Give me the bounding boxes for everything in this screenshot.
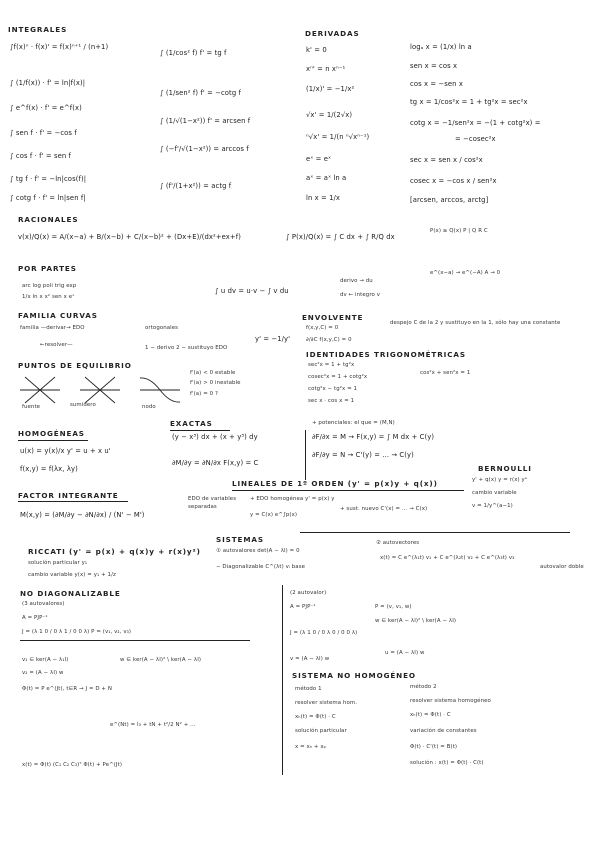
nodiag-l7: e^(Nt) = I₃ + tN + t²/2 N² + ... (110, 722, 196, 728)
sistemas-l2: ② autovectores (376, 540, 420, 546)
por-partes-exp-note: e^(x−a) → e^(−A) A → 0 (430, 270, 501, 276)
identidad-5: sec x · cos x = 1 (308, 398, 355, 404)
derivada-13: cotg x = −1/sen²x = −(1 + cotg²x) = (410, 119, 541, 127)
derivada-3: (1/x)' = −1/x² (306, 85, 355, 93)
envolvente-line1: f(x,y,C) = 0 (306, 325, 339, 331)
identidad-1: sec²x = 1 + tg²x (308, 362, 355, 368)
nohom-m2a: resolver sistema homogéneo (410, 698, 491, 704)
nohom-m1b: xₕ(t) = Φ(t) · C (295, 714, 336, 720)
sistemas-l1: ① autovalores det(A − λI) = 0 (216, 548, 300, 554)
familia-line1: familia —derivar→ EDO (20, 325, 85, 331)
riccati-l1: solución particular y₁ (28, 560, 88, 566)
integral-3: ∫ e^f(x) · f' = e^f(x) (10, 104, 82, 112)
racionales-division: P(x) ≥ Q(x) P | Q R C (430, 228, 488, 234)
factor-l2: EDO de variables separadas (188, 496, 237, 510)
factor-l1: M(x,y) = (∂M/∂y − ∂N/∂x) / (N' − M') (20, 511, 145, 519)
exactas-r2: ∂F/∂y = N → C'(y) = ... → C(y) (312, 451, 414, 459)
derivada-8: ln x = 1/x (306, 194, 341, 202)
bernoulli-l2: cambio variable (472, 490, 517, 496)
derivada-5: ⁿ√x' = 1/(n ⁿ√xⁿ⁻¹) (306, 133, 370, 141)
integral-2: ∫ (1/f(x)) · f' = ln|f(x)| (10, 79, 86, 87)
equilibrio-label-fuente: fuente (22, 404, 41, 410)
equilibrio-cond-2: f'(a) > 0 inestable (190, 380, 241, 386)
heading-identidades: IDENTIDADES TRIGONOMÉTRICAS (306, 350, 466, 359)
heading-integrales: INTEGRALES (8, 25, 68, 34)
nodiag-l1: A = PJP⁻¹ (22, 615, 48, 621)
integral-1: ∫f(x)ⁿ · f(x)' = f(x)ⁿ⁺¹ / (n+1) (10, 43, 109, 51)
por-partes-order-top: arc log poli trig exp (22, 283, 77, 289)
nohom-m2c: variación de constantes (410, 728, 477, 734)
exactas-divider (305, 430, 306, 480)
exactas-r3: + potenciales: el que = (M,N) (312, 420, 395, 426)
derivada-1: k' = 0 (306, 46, 327, 54)
identidad-2: cosec²x = 1 + cotg²x (308, 374, 368, 380)
nohom-m2b: xₕ(t) = Φ(t) · C (410, 712, 451, 718)
integral-4: ∫ sen f · f' = −cos f (10, 129, 77, 137)
nohom-m2d: Φ(t) · C'(t) = B(t) (410, 744, 458, 750)
integral-5: ∫ cos f · f' = sen f (10, 152, 72, 160)
por-partes-integra: dv ← integro v (340, 292, 381, 298)
exactas-r1: ∂F/∂x = M → F(x,y) = ∫ M dx + C(y) (312, 433, 435, 441)
sistemas-l5: autovalor doble (540, 564, 584, 570)
doble-l1: A = PJP⁻¹ (290, 604, 316, 610)
heading-racionales: RACIONALES (18, 215, 79, 224)
doble-l3: w ∈ ker(A − λI)² \ ker(A − λI) (375, 618, 457, 624)
derivada-15: sec x = sen x / cos²x (410, 156, 483, 164)
lineales-l2: y = C(x) e^∫p(x) (250, 512, 298, 518)
derivada-10: sen x = cos x (410, 62, 458, 70)
doble-l5: u = (A − λI) w (385, 650, 425, 656)
heading-por-partes: POR PARTES (18, 264, 77, 273)
lineales-l1: + EDO homogénea y' = p(x) y (250, 496, 335, 502)
heading-lineales: LINEALES DE 1º ORDEN (y' = p(x)y + q(x)) (232, 479, 438, 488)
familia-nota: 1 − derivo 2 − sustituyo EDO (145, 345, 228, 351)
racionales-formula: v(x)/Q(x) = A/(x−a) + B/(x−b) + C/(x−b)² + (Dx+E)/(dx²+ex+f) (18, 233, 241, 241)
equilibrio-cond-3: f'(a) = 0 ? (190, 391, 218, 397)
homogeneas-l2: f(x,y) = f(λx, λy) (20, 465, 78, 473)
nodiag-l2: J = (λ 1 0 / 0 λ 1 / 0 0 λ) P = (v₁, v₂, v₃) (22, 629, 132, 635)
doble-sub: (2 autovalor) (290, 590, 327, 596)
nohom-m1c: solución particular (295, 728, 347, 734)
por-partes-formula: ∫ u dv = u·v − ∫ v du (215, 287, 289, 295)
heading-riccati: RICCATI (y' = p(x) + q(x)y + r(x)y²) (28, 547, 201, 556)
derivada-4: √x' = 1/(2√x) (306, 111, 353, 119)
equilibrio-cond-1: f'(a) < 0 estable (190, 370, 236, 376)
heading-homogeneas: HOMOGÉNEAS (18, 429, 85, 438)
heading-envolvente: ENVOLVENTE (302, 313, 364, 322)
riccati-l2: cambio variable y(x) = y₁ + 1/z (28, 572, 116, 578)
nodiag-l3: v₁ ∈ ker(A − λ₁I) (22, 657, 69, 663)
nohom-m1a: resolver sistema hom. (295, 700, 358, 706)
equilibrio-sketches (15, 372, 185, 408)
derivada-2: xⁿ' = n xⁿ⁻¹ (306, 65, 346, 73)
nodiag-l5: v₂ = (A − λI) w (22, 670, 64, 676)
racionales-integral: ∫ P(x)/Q(x) = ∫ C dx + ∫ R/Q dx (286, 233, 395, 241)
heading-bernoulli: BERNOULLI (478, 464, 532, 473)
sistemas-l4: x(t) = C e^(λ₁t) v₁ + C e^(λ₂t) v₂ + C e^(λ₃t) v₃ (380, 555, 515, 561)
nohom-m1: método 1 (295, 686, 322, 692)
doble-l4: J = (λ 1 0 / 0 λ 0 / 0 0 λ) (290, 630, 358, 636)
integral-6: ∫ tg f · f' = −ln|cos(f)| (10, 175, 87, 183)
homogeneas-l1: u(x) = y(x)/x y' = u + x u' (20, 447, 111, 455)
homogeneas-underline (18, 440, 88, 441)
heading-derivadas: DERIVADAS (305, 29, 360, 38)
integral-8: ∫ (1/cos² f) f' = tg f (160, 49, 227, 57)
equilibrio-label-nodo: nodo (142, 404, 156, 410)
derivada-6: eˣ = eˣ (306, 155, 332, 163)
por-partes-order-bottom: 1/x ln x x² sen x eˣ (22, 294, 75, 300)
derivada-14: = −cosec²x (455, 135, 496, 143)
integral-9: ∫ (1/sen² f) f' = −cotg f (160, 89, 241, 97)
familia-line2: ←resolver— (40, 342, 73, 348)
exactas-l1: (y − x³) dx + (x + y³) dy (172, 433, 258, 441)
familia-ortogonales2: y' = −1/y' (255, 335, 291, 343)
integral-11: ∫ (−f'/√(1−x²)) = arccos f (160, 145, 249, 153)
integral-12: ∫ (f'/(1+x²)) = actg f (160, 182, 232, 190)
bernoulli-l3: v = 1/y^(a−1) (472, 503, 513, 509)
equilibrio-label-sumidero: sumidero (70, 402, 96, 408)
nodiag-l8: x(t) = Φ(t) (C₁ C₂ C₃)ᵀ Φ(t) + Pe^(Jt) (22, 762, 123, 768)
heading-no-homogeneo: SISTEMA NO HOMOGÉNEO (292, 671, 416, 680)
familia-ortogonales: ortogonales (145, 325, 179, 331)
derivada-11: cos x = −sen x (410, 80, 463, 88)
factor-underline (18, 501, 128, 502)
identidad-3: cotg²x − tg²x = 1 (308, 386, 358, 392)
derivada-7: aˣ = aˣ ln a (306, 174, 347, 182)
derivada-16: cosec x = −cos x / sen²x (410, 177, 497, 185)
nodiag-l6: Φ(t) = P e^(Jt), t∈R → J = D + N (22, 686, 112, 692)
derivada-12: tg x = 1/cos²x = 1 + tg²x = sec²x (410, 98, 528, 106)
por-partes-deriva: derivo → du (340, 278, 373, 284)
integral-7: ∫ cotg f · f' = ln|sen f| (10, 194, 86, 202)
nohom-m2: método 2 (410, 684, 437, 690)
divider-sistemas (300, 532, 570, 533)
doble-l2: P = (v, v₁, w) (375, 604, 412, 610)
nodiag-l4: w ∈ ker(A − λI)² \ ker(A − λI) (120, 657, 202, 663)
envolvente-line2: ∂/∂C f(x,y,C) = 0 (306, 337, 352, 343)
heading-sistemas: SISTEMAS (216, 535, 264, 544)
integral-10: ∫ (1/√(1−x²)) f' = arcsen f (160, 117, 251, 125)
heading-no-diagonalizable: NO DIAGONALIZABLE (20, 589, 121, 598)
derivada-9: logₐ x = (1/x) ln a (410, 43, 472, 51)
heading-familia-curvas: FAMILIA CURVAS (18, 311, 98, 320)
lineales-l3: + sust. nuevo C'(x) = ... → C(x) (340, 506, 428, 512)
divider-vertical (282, 585, 283, 775)
divider-nodiag (20, 640, 250, 641)
doble-l6: v = (A − λI) w (290, 656, 330, 662)
derivada-17: [arcsen, arccos, arctg] (410, 196, 489, 204)
sistemas-l3: − Diagonalizable C^(λt) vᵢ base (216, 564, 306, 570)
heading-factor-integrante: FACTOR INTEGRANTE (18, 491, 119, 500)
heading-puntos-equilibrio: PUNTOS DE EQUILIBRIO (18, 361, 132, 370)
nohom-m1d: x = xₕ + xₚ (295, 744, 327, 750)
exactas-l2: ∂M/∂y = ∂N/∂x F(x,y) = C (172, 459, 259, 467)
identidad-4: cos²x + sen²x = 1 (420, 370, 471, 376)
nohom-m2e: solución : x(t) = Φ(t) · C(t) (410, 760, 484, 766)
exactas-underline (170, 430, 230, 431)
nodiag-sub: (3 autovalores) (22, 601, 65, 607)
envolvente-note: despejo C de la 2 y sustituyo en la 1, sólo hay una constante (390, 320, 561, 326)
heading-exactas: EXACTAS (170, 419, 213, 428)
lineales-underline (232, 490, 464, 491)
bernoulli-l1: y' + q(x) y = r(x) yᵃ (472, 477, 528, 483)
